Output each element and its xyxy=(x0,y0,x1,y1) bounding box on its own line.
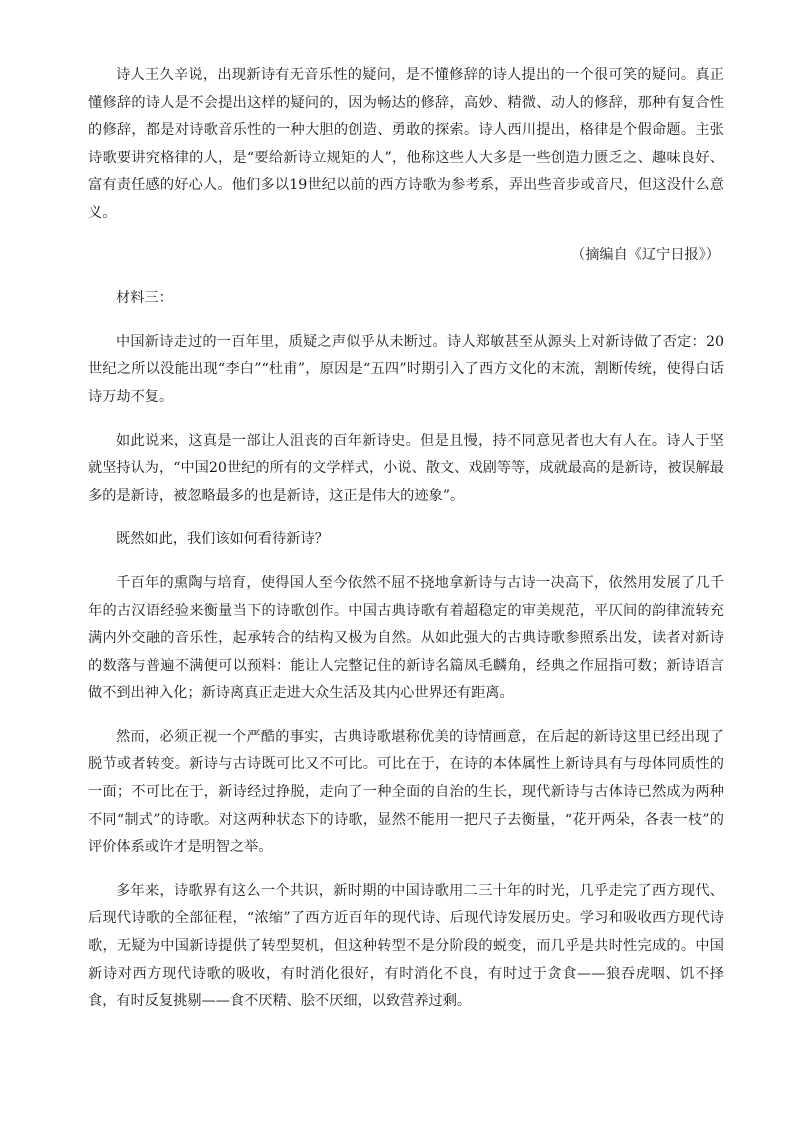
paragraph-wang-jiuxin: 诗人王久辛说，出现新诗有无音乐性的疑问，是不懂修辞的诗人提出的一个很可笑的疑问。真正懂修辞的诗人是不会提出这样的疑问的，因为畅达的修辞，高妙、精微、动人的修辞，那种有复合性的修辞，都是对诗歌音乐性的一种大胆的创造、勇敢的探索。诗人西川提出，格律是个假命题。主张诗歌要讲究格律的人，是“要给新诗立规矩的人”，他称这些人大多是一些创造力匮乏之、趣味良好、富有责任感的好心人。他们多以19世纪以前的西方诗歌为参考系，弄出些音步或音尺，但这没什么意义。 xyxy=(88,67,724,221)
paragraph-question: 既然如此，我们该如何看待新诗？ xyxy=(116,531,329,548)
material-three-heading: 材料三： xyxy=(116,290,173,307)
paragraph-classical-comparison: 千百年的熏陶与培育，使得国人至今依然不屈不挠地拿新诗与古诗一决高下，依然用发展了几千年的古汉语经验来衡量当下的诗歌创作。中国古典诗歌有着超稳定的审美规范，平仄间的韵律流转充满内外交融的音乐性，起承转合的结构又极为自然。从如此强大的古典诗歌参照系出发，读者对新诗的数落与普遍不满便可以预料：能让人完整记住的新诗名篇凤毛麟角，经典之作屈指可数；新诗语言做不到出神入化；新诗离真正走进大众生活及其内心世界还有距离。 xyxy=(88,574,724,702)
paragraph-zheng-min: 中国新诗走过的一百年里，质疑之声似乎从未断过。诗人郑敏甚至从源头上对新诗做了否定：20世纪之所以没能出现“李白”“杜甫”，原因是“五四”时期引入了西方文化的末流，割断传统，使得白话诗万劫不复。 xyxy=(88,333,724,405)
paragraph-yu-jian: 如此说来，这真是一部让人沮丧的百年新诗史。但是且慢，持不同意见者也大有人在。诗人于坚就坚持认为，“中国20世纪的所有的文学样式，小说、散文、戏剧等等，成就最高的是新诗，被误解最多的是新诗，被忽略最多的也是新诗，这正是伟大的迹象”。 xyxy=(88,432,724,504)
source-citation: （摘编自《辽宁日报》） xyxy=(571,246,720,263)
paragraph-two-forms: 然而，必须正视一个严酷的事实，古典诗歌堪称优美的诗情画意，在后起的新诗这里已经出现了脱节或者转变。新诗与古诗既可比又不可比。可比在于，在诗的本体属性上新诗具有与母体同质性的一面；不可比在于，新诗经过挣脱，走向了一种全面的自治的生长，现代新诗与古体诗已然成为两种不同“制式”的诗歌。对这两种状态下的诗歌，显然不能用一把尺子去衡量，“花开两朵，各表一枝”的评价体系或许才是明智之举。 xyxy=(88,728,724,856)
paragraph-western-influence: 多年来，诗歌界有这么一个共识，新时期的中国诗歌用二三十年的时光，几乎走完了西方现代、后现代诗歌的全部征程，“浓缩”了西方近百年的现代诗、后现代诗发展历史。学习和吸收西方现代诗歌，无疑为中国新诗提供了转型契机，但这种转型不是分阶段的蜕变，而几乎是共时性完成的。中国新诗对西方现代诗歌的吸收，有时消化很好，有时消化不良，有时过于贪食——狼吞虎咽、饥不择食，有时反复挑剔——食不厌精、脍不厌细，以致营养过剩。 xyxy=(88,882,724,1010)
document-body xyxy=(88,62,724,1016)
